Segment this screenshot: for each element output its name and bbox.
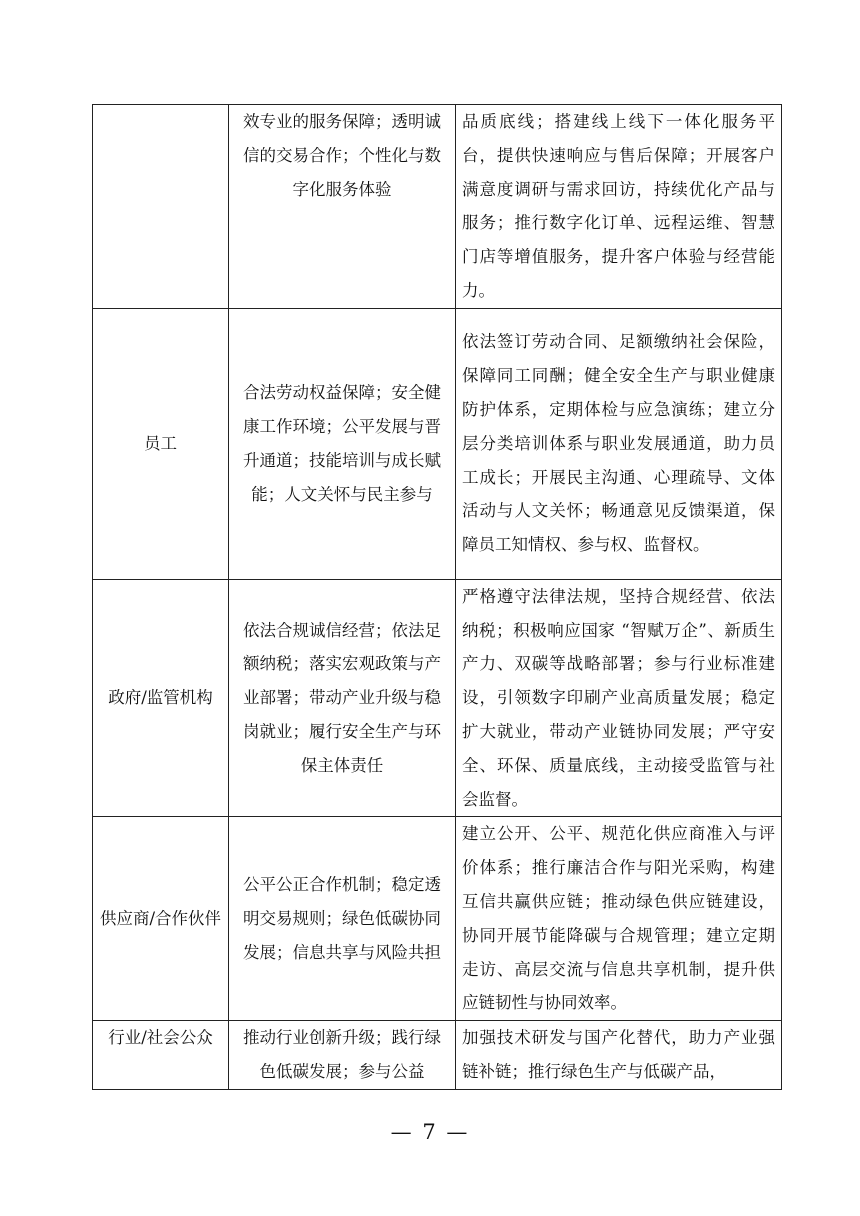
stakeholder-action-cell: [456, 105, 782, 309]
stakeholder-action: 加强技术研发与国产化替代，助力产业强链补链；推行绿色生产与低碳产品，: [462, 1028, 775, 1081]
stakeholder-group: 供应商/合作伙伴: [99, 908, 222, 928]
stakeholder-expectation-cell: [229, 817, 456, 1021]
stakeholder-expectation-cell: [229, 308, 456, 579]
stakeholder-expectation: 合法劳动权益保障；安全健康工作环境；公平发展与晋升通道；技能培训与成长赋能；人文关怀与民主参与: [243, 383, 441, 504]
table-row: [93, 1021, 782, 1090]
stakeholder-action-cell: [456, 308, 782, 579]
stakeholder-group-cell: [93, 817, 229, 1021]
stakeholder-action: 严格遵守法律法规，坚持合规经营、依法纳税；积极响应国家 “智赋万企”、新质生产力、双碳等战略部署；参与行业标准建设，引领数字印刷产业高质量发展；稳定扩大就业，带动产业链协同发展；严守安全、环保、质量底线，主动接受监管与社会监督。: [462, 586, 775, 809]
stakeholder-action-cell: [456, 1021, 782, 1090]
table-row: [93, 579, 782, 817]
table-row: [93, 105, 782, 309]
stakeholder-group: 政府/监管机构: [108, 688, 213, 708]
page-number: — 7 —: [390, 1120, 470, 1144]
stakeholder-expectation-cell: [229, 1021, 456, 1090]
stakeholder-expectation: 公平公正合作机制；稳定透明交易规则；绿色低碳协同发展；信息共享与风险共担: [243, 875, 441, 962]
stakeholder-expectation: 效专业的服务保障；透明诚信的交易合作；个性化与数字化服务体验: [243, 112, 441, 199]
stakeholder-expectation: 依法合规诚信经营；依法足额纳税；落实宏观政策与产业部署；带动产业升级与稳岗就业；履行安全生产与环保主体责任: [243, 620, 441, 775]
stakeholder-table: [92, 104, 782, 1090]
stakeholder-group-cell: [93, 308, 229, 579]
stakeholder-action: 品质底线；搭建线上线下一体化服务平台，提供快速响应与售后保障；开展客户满意度调研与需求回访，持续优化产品与服务；推行数字化订单、远程运维、智慧门店等增值服务，提升客户体验与经营能力。: [462, 112, 775, 300]
stakeholder-action: 建立公开、公平、规范化供应商准入与评价体系；推行廉洁合作与阳光采购，构建互信共赢供应链；推动绿色供应链建设，协同开展节能降碳与合规管理；建立定期走访、高层交流与信息共享机制，提升供应链韧性与协同效率。: [462, 824, 775, 1013]
stakeholder-action: 依法签订劳动合同、足额缴纳社会保险，保障同工同酬；健全安全生产与职业健康防护体系，定期体检与应急演练；建立分层分类培训体系与职业发展通道，助力员工成长；开展民主沟通、心理疏导、文体活动与人文关怀；畅通意见反馈渠道，保障员工知情权、参与权、监督权。: [462, 332, 775, 555]
stakeholder-expectation-cell: [229, 579, 456, 817]
stakeholder-group-cell: [93, 105, 229, 309]
stakeholder-action-cell: [456, 817, 782, 1021]
stakeholder-group-cell: [93, 579, 229, 817]
stakeholder-group: 行业/社会公众: [108, 1028, 213, 1048]
stakeholder-group: 员工: [144, 433, 177, 453]
table-row: [93, 308, 782, 579]
stakeholder-group-cell: [93, 1021, 229, 1090]
stakeholder-action-cell: [456, 579, 782, 817]
stakeholder-expectation-cell: [229, 105, 456, 309]
table-row: [93, 817, 782, 1021]
stakeholder-expectation: 推动行业创新升级；践行绿色低碳发展；参与公益: [243, 1028, 441, 1081]
